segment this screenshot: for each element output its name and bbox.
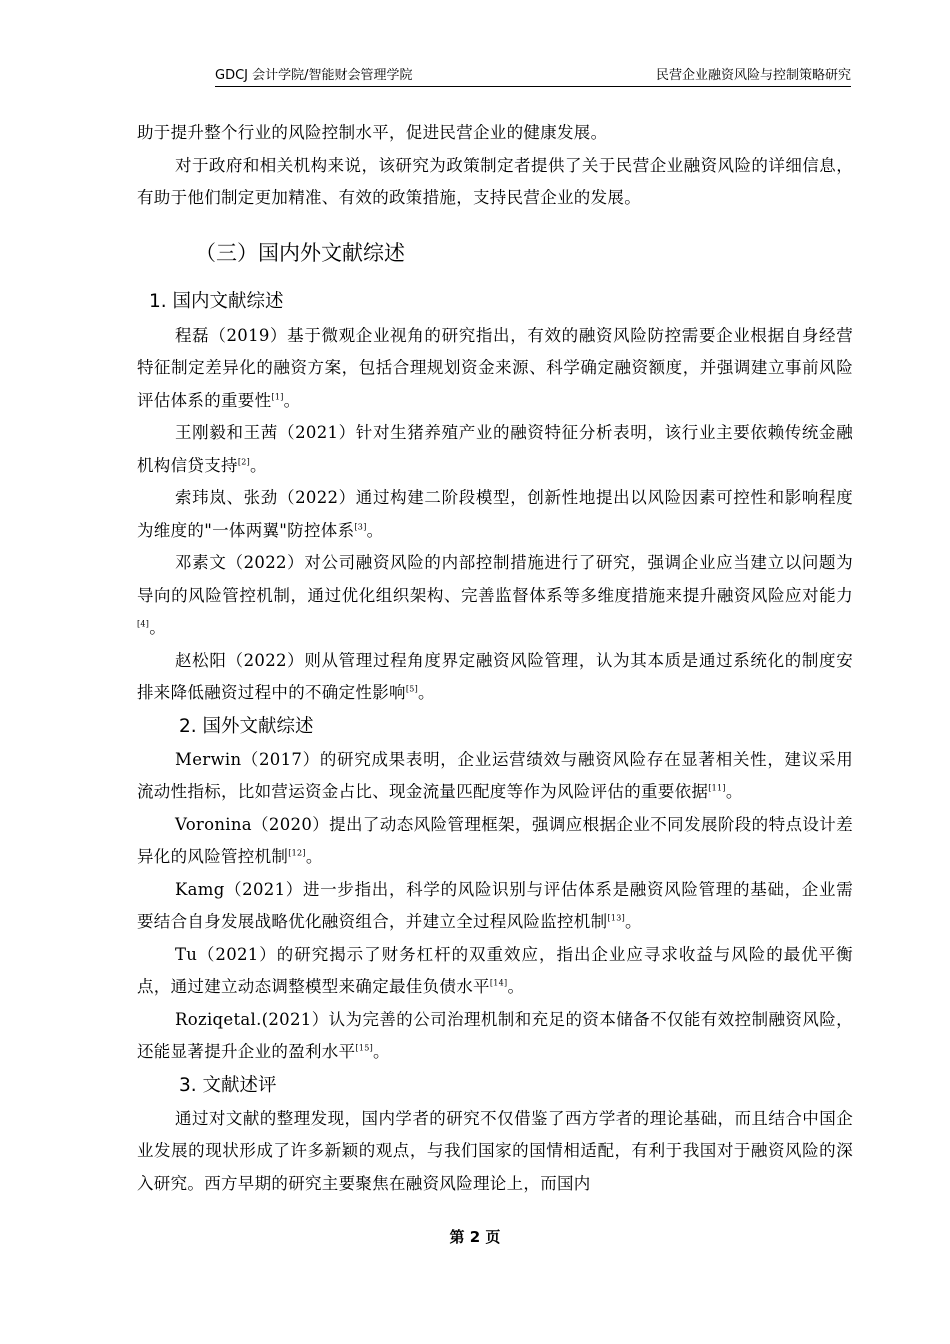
intro-paragraph-continued: 助于提升整个行业的风险控制水平，促进民营企业的健康发展。 xyxy=(137,123,608,142)
citation-ref: [14] xyxy=(489,978,508,988)
header-paper-title: 民营企业融资风险与控制策略研究 xyxy=(655,68,851,83)
citation-ref: [13] xyxy=(607,913,626,923)
domestic-paragraph: 索玮岚、张劲（2022）通过构建二阶段模型，创新性地提出以风险因素可控性和影响程度为维度的"一体两翼"防控体系[3]。 xyxy=(137,488,853,540)
citation-ref: [5] xyxy=(405,684,419,694)
citation-ref: [11] xyxy=(708,783,726,793)
subsection-title-domestic: 1. 国内文献综述 xyxy=(149,290,284,312)
page-header xyxy=(215,66,851,87)
intro-paragraph-policy: 对于政府和相关机构来说，该研究为政策制定者提供了关于民营企业融资风险的详细信息，有助于他们制定更加精准、有效的政策措施，支持民营企业的发展。 xyxy=(137,155,853,207)
citation-ref: [3] xyxy=(354,522,367,531)
citation-ref: [15] xyxy=(355,1043,374,1053)
review-paragraph: 通过对文献的整理发现，国内学者的研究不仅借鉴了西方学者的理论基础，而且结合中国企业发展的现状形成了许多新颖的观点，与我们国家的国情相适配，有利于我国对于融资风险的深入研究。西方早期的研究主要聚焦在融资风险理论上，而国内 xyxy=(137,1108,853,1193)
domestic-paragraph: 王刚毅和王茜（2021）针对生猪养殖产业的融资特征分析表明，该行业主要依赖传统金融机构信贷支持[2]。 xyxy=(137,423,853,475)
foreign-paragraph: Tu（2021）的研究揭示了财务杠杆的双重效应，指出企业应寻求收益与风险的最优平衡点，通过建立动态调整模型来确定最佳负债水平[14]。 xyxy=(137,944,853,996)
domestic-paragraph: 赵松阳（2022）则从管理过程角度界定融资风险管理，认为其本质是通过系统化的制度安排来降低融资过程中的不确定性影响[5]。 xyxy=(137,650,853,702)
page-body xyxy=(137,117,853,1200)
citation-ref: [12] xyxy=(288,848,306,858)
domestic-paragraph: 邓素文（2022）对公司融资风险的内部控制措施进行了研究，强调企业应当建立以问题为导向的风险管控机制，通过优化组织架构、完善监督体系等多维度措施来提升融资风险应对能力[4]。 xyxy=(137,553,853,637)
domestic-paragraph: 程磊（2019）基于微观企业视角的研究指出，有效的融资风险防控需要企业根据自身经营特征制定差异化的融资方案，包括合理规划资金来源、科学确定融资额度，并强调建立事前风险评估体系的重要性[1]。 xyxy=(137,325,853,410)
subsection-title-foreign: 2. 国外文献综述 xyxy=(179,715,314,737)
foreign-paragraph: Merwin（2017）的研究成果表明，企业运营绩效与融资风险存在显著相关性，建议采用流动性指标，比如营运资金占比、现金流量匹配度等作为风险评估的重要依据[11]。 xyxy=(137,749,853,801)
citation-ref: [4] xyxy=(137,619,150,629)
citation-ref: [1] xyxy=(271,392,284,401)
header-institution: GDCJ 会计学院/智能财会管理学院 xyxy=(215,68,413,83)
citation-ref: [2] xyxy=(237,457,251,466)
page-number: 第 2 页 xyxy=(449,1228,501,1246)
section-title-literature-review: （三）国内外文献综述 xyxy=(195,240,405,265)
foreign-paragraph: Kamg（2021）进一步指出，科学的风险识别与评估体系是融资风险管理的基础，企业需要结合自身发展战略优化融资组合，并建立全过程风险监控机制[13]。 xyxy=(137,879,853,931)
subsection-title-review: 3. 文献述评 xyxy=(179,1074,277,1096)
foreign-paragraph: Voronina（2020）提出了动态风险管理框架，强调应根据企业不同发展阶段的特点设计差异化的风险管控机制[12]。 xyxy=(137,814,853,866)
foreign-paragraph: Roziqetal.(2021）认为完善的公司治理机制和充足的资本储备不仅能有效控制融资风险，还能显著提升企业的盈利水平[15]。 xyxy=(137,1009,853,1061)
